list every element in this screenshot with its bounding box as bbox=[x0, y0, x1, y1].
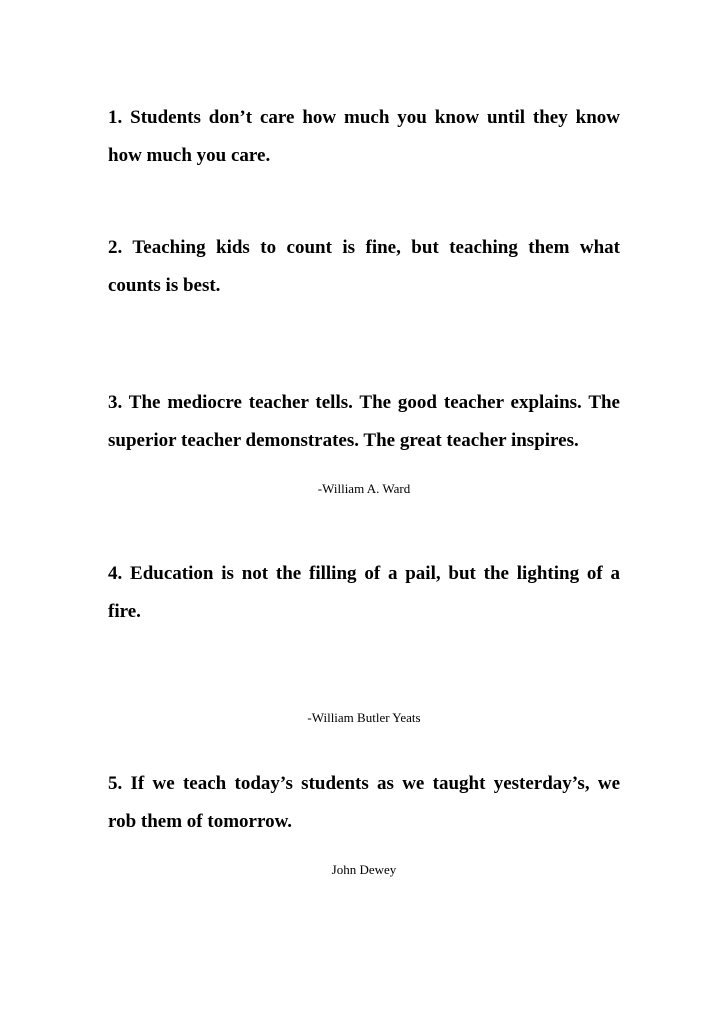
quote-3-line-2: superior teacher demonstrates. The great teacher inspires. bbox=[108, 430, 579, 451]
quote-4 bbox=[108, 555, 620, 631]
quote-1-line-1: 1. Students don’t care how much you know until they know bbox=[108, 107, 620, 128]
quote-3 bbox=[108, 384, 620, 460]
quote-1-line-2: how much you care. bbox=[108, 145, 271, 166]
quote-2 bbox=[108, 229, 620, 305]
quote-1 bbox=[108, 99, 620, 175]
quote-4-line-2: fire. bbox=[108, 601, 141, 622]
quote-2-line-1: 2. Teaching kids to count is fine, but teaching them what bbox=[108, 237, 620, 258]
quote-5-line-2: rob them of tomorrow. bbox=[108, 811, 292, 832]
quote-5-line-1: 5. If we teach today’s students as we taught yesterday’s, we bbox=[108, 773, 620, 794]
quote-3-attribution: -William A. Ward bbox=[317, 481, 411, 496]
quote-2-line-2: counts is best. bbox=[108, 275, 221, 296]
quote-4-attribution: -William Butler Yeats bbox=[307, 710, 421, 725]
quote-4-line-1: 4. Education is not the filling of a pail, but the lighting of a bbox=[108, 563, 620, 584]
quote-5-attribution: John Dewey bbox=[331, 862, 397, 877]
quote-3-line-1: 3. The mediocre teacher tells. The good teacher explains. The bbox=[108, 392, 620, 413]
quote-5 bbox=[108, 765, 620, 841]
